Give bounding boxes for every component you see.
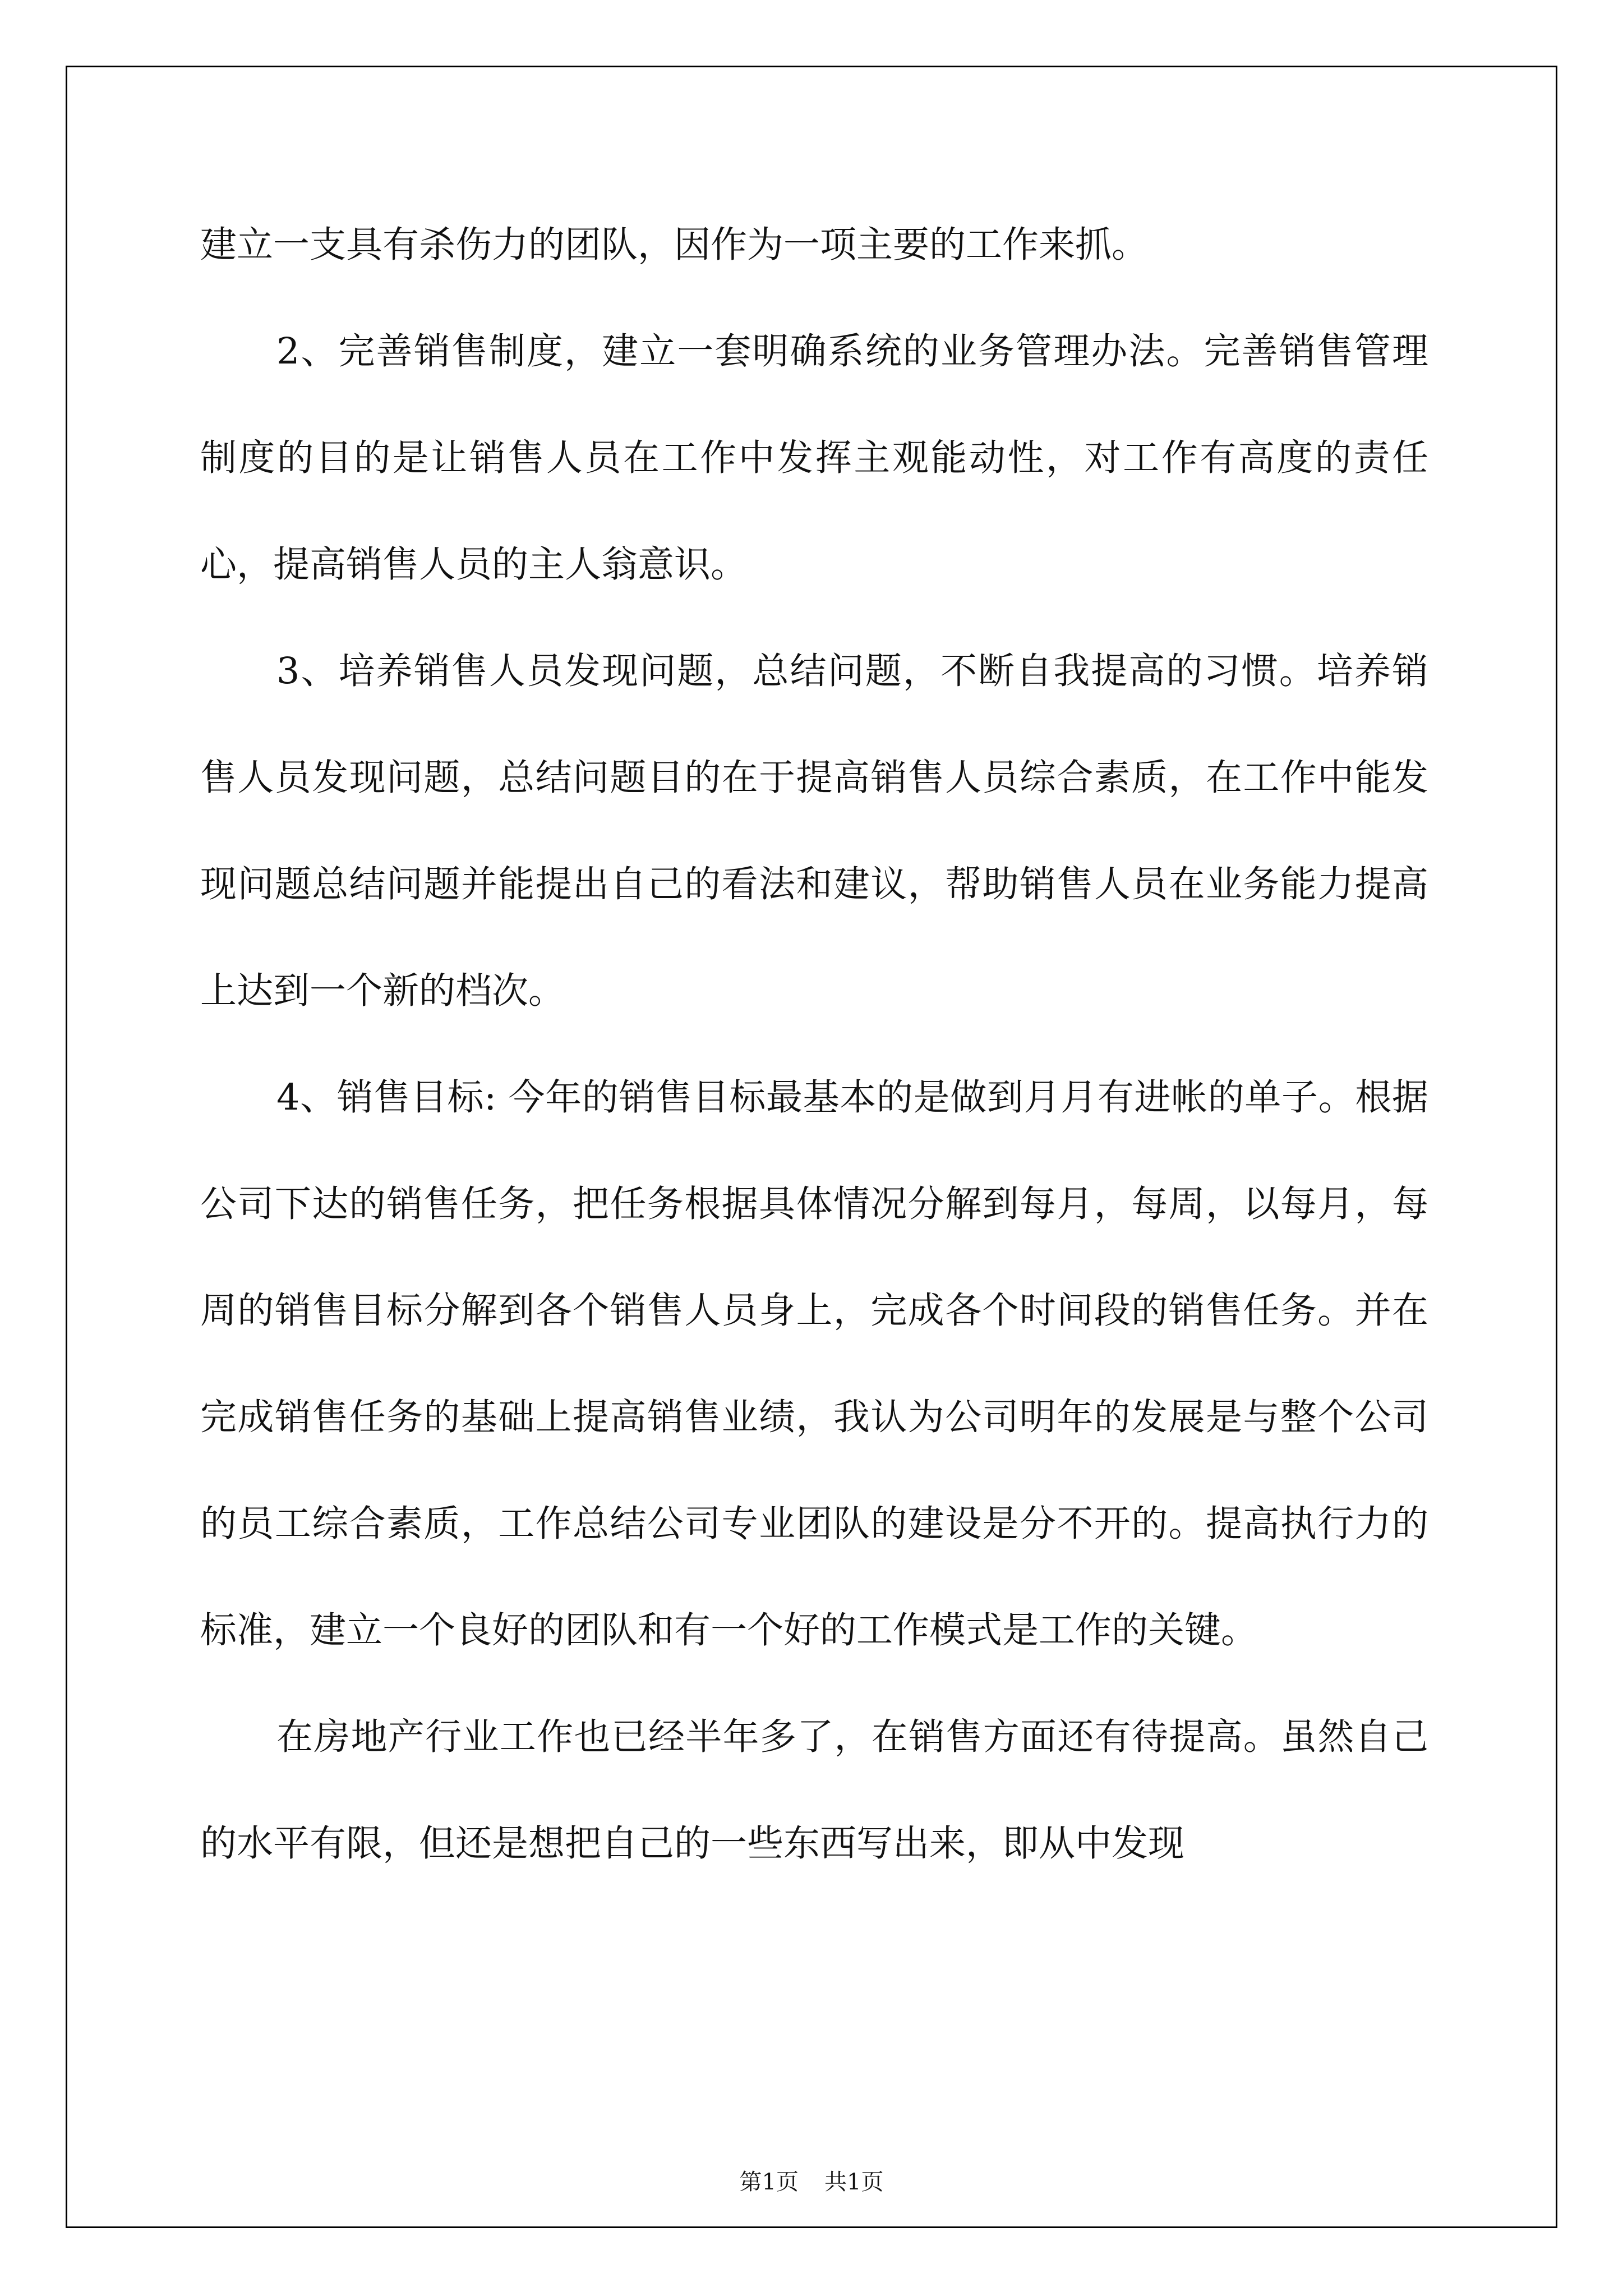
- document-body: [200, 192, 1428, 1897]
- paragraph-3: 3、培养销售人员发现问题，总结问题，不断自我提高的习惯。培养销售人员发现问题，总结问题目的在于提高销售人员综合素质，在工作中能发现问题总结问题并能提出自己的看法和建议，帮助销售人员在业务能力提高上达到一个新的档次。: [200, 650, 1428, 1012]
- page-total: 共1页: [824, 2169, 884, 2195]
- paragraph-5: 在房地产行业工作也已经半年多了，在销售方面还有待提高。虽然自己的水平有限，但还是想把自己的一些东西写出来，即从中发现: [200, 1716, 1428, 1865]
- page-number: 第1页: [739, 2169, 799, 2195]
- paragraph-2: 2、完善销售制度，建立一套明确系统的业务管理办法。完善销售管理制度的目的是让销售人员在工作中发挥主观能动性，对工作有高度的责任心，提高销售人员的主人翁意识。: [200, 330, 1428, 586]
- paragraph-4: 4、销售目标: 今年的销售目标最基本的是做到月月有进帐的单子。根据公司下达的销售任务，把任务根据具体情况分解到每月，每周，以每月，每周的销售目标分解到各个销售人员身上，完成各个时间段的销售任务。并在完成销售任务的基础上提高销售业绩，我认为公司明年的发展是与整个公司的员工综合素质，工作总结公司专业团队的建设是分不开的。提高执行力的标准，建立一个良好的团队和有一个好的工作模式是工作的关键。: [200, 1076, 1428, 1651]
- page-footer: [0, 2164, 1623, 2196]
- paragraph-1: 建立一支具有杀伤力的团队，因作为一项主要的工作来抓。: [200, 224, 1149, 266]
